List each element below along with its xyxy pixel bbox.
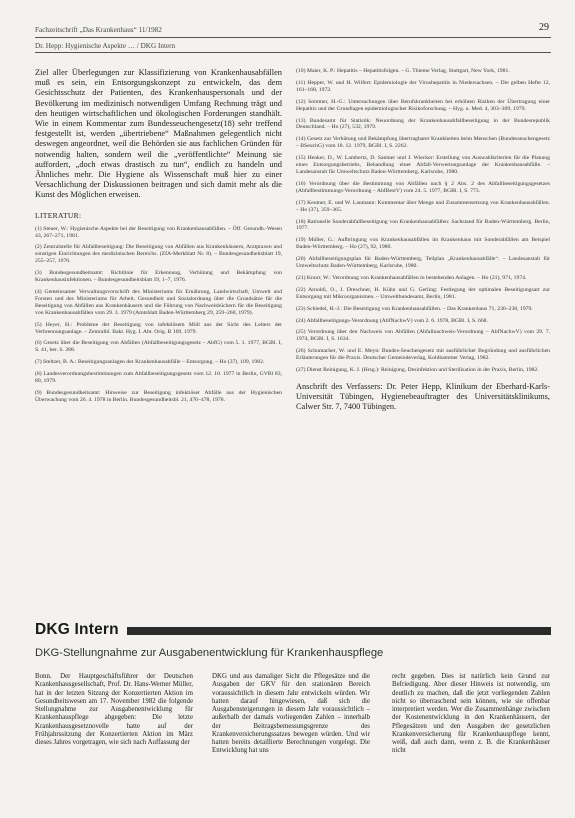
reference-item: (23) Schiedel, H.-J.: Die Beseitigung von Krankenhausabfällen. – Das Krankenhaus 71, 236–238, 1979.: [296, 305, 533, 312]
reference-item: (19) Müller, G.: Aufbringung von Krankenhausabfällen im Krankenhaus mit Sonderabfällen am Beispiel Baden-Württemberg. – Ho (27), 92, 1980.: [296, 237, 550, 251]
running-header-journal: Fachzeitschrift „Das Krankenhaus“ 11/1982: [35, 26, 162, 34]
right-column: [296, 68, 550, 413]
reference-item: (5) Heyer, H.: Probleme der Beseitigung von infektiösem Müll aus der Sicht des Leiters der Verbrennungsanlage. – Zentralbl. Bakt. Hyg. I. Abt. Orig. B 169, 1979.: [35, 321, 282, 335]
author-address: Anschrift des Verfassers: Dr. Peter Hepp, Klinikum der Eberhard-Karls-Universität Tübingen, Hygienebeauftragter des Universitätsklinikums, Calwer Str. 7, 7400 Tübingen.: [296, 382, 550, 412]
article-column-2: DKG und aus damaliger Sicht die Pflegesätze und die Ausgaben der GKV für den stationären Bereich voraussichtlich in diesem Jahr entwickeln würden. Wir hatten darauf hingewiesen, daß sich die Ausgabensteigerungen in diesem Jahr voraussichtlich – außerhalb der damals vorliegenden Zahlen – innerhalb der Beitragsbemessungsgrenze des Krankenversicherungssatzes bewegen würden. Und wir hatten bereits detaillierte Berechnungen vorgelegt. Die Entwicklung hat uns: [212, 673, 370, 755]
reference-item: (3) Bundesgesundheitsamt: Richtlinie für Erkennung, Verhütung und Bekämpfung von Krankenhausinfektionen. – Bundesgesundheitsblatt 19, 1–7, 1976.: [35, 270, 282, 284]
reference-list-right: [296, 68, 550, 374]
conclusion-paragraph: Ziel aller Überlegungen zur Klassifizierung von Krankenhausabfällen muß es sein, ein Entsorgungskonzept zu entwickeln, das dem Gesichtsschutz der Patienten, des Krankenhauspersonals und der Bevölkerung im medizinisch notwendigen Umfang Rechnung trägt und den heutigen wirtschaftlichen und ökologischen Forderungen standhält. Wie in einem Kommentar zum Bundesseuchengesetz(18) sehr treffend festgestellt ist, werden „übertriebene“ Maßnahmen gelegentlich nicht deswegen angeordnet, weil die Behörden sie aus fachlichen Gründen für notwendig halten, sondern weil die „veröffentlichte“ Meinung sie auffordert, „doch etwas drastisch zu tun“, endlich zu handeln und Ähnliches mehr. Die Hygiene als Wissenschaft muß hier zu einer Versachlichung der Diskussionen beitragen und sich damit mehr als die Kunst des Möglichen erweisen.: [35, 68, 282, 200]
reference-item: (27) Dienst Reinigung, K. J. (Hrsg.): Reinigung, Desinfektion und Sterilisation in der Praxis, Berlin, 1982.: [296, 367, 539, 374]
reference-item: (12) Sommer, H.-G.: Untersuchungen über Berufskrankheiten bei erhöhten Risiken der Übertragung einer Hepatitis und der Grundlagen epidemiologischer Risikoforschung. – Hyg. u. Med. 4, 303–309, 1979.: [296, 98, 550, 112]
reference-item: (24) Abfallbeseitigungs-Verordnung (AbfNachwV) vom 2. 6. 1978, BGBl. I, S. 668.: [296, 317, 488, 324]
banner-title: DKG Intern: [35, 621, 119, 638]
reference-item: (11) Hepper, W. und H. Wilfert: Epidemiologie der Virushepatitis in Niedersachsen. – Die gelben Hefte 12, 161–168, 1972.: [296, 79, 550, 93]
reference-item: (22) Arnoldi, O., J. Dreschner, H. Kühn und G. Gerling: Festlegung der optimalen Beseitigungsart zur Entsorgung mit Mikroorganismen. – Umweltbundesamt, Berlin, 1981.: [296, 286, 550, 300]
header-rule: [35, 37, 551, 38]
reference-item: (17) Keutner, E. und W. Laumann: Kommentar über Menge und Zusammensetzung von Krankenhausabfällen. – Ho (37), 359–365.: [296, 199, 550, 213]
running-header-article: Dr. Hepp: Hygienische Aspekte … / DKG Intern: [35, 42, 176, 50]
reference-item: (13) Bundesamt für Statistik: Neuordnung der Krankenhausabfallbeseitigung in der Bundesrepublik Deutschland. – Ho (27), 532, 1979.: [296, 117, 550, 131]
left-column: [35, 68, 282, 409]
section-banner: [35, 621, 551, 639]
reference-item: (8) Landesverordnungsbestimmungen zum Abfallbeseitigungsgesetz vom 12. 10. 1977 in Berlin, GVBl 83, 80, 1979.: [35, 371, 282, 385]
header-rule-2: [35, 52, 551, 53]
reference-item: (20) Abfallbeseitigungsplan für Baden-Württemberg, Teilplan „Krankenhausabfälle“. – Landesanstalt für Umweltschutz Baden-Württemberg, Karlsruhe, 1980.: [296, 256, 550, 270]
literature-heading: LITERATUR:: [35, 210, 82, 220]
reference-item: (7) Steltzer, B. A.: Beseitigungsanlagen der Krankenhausabfälle – Entsorgung. – Ho (37), 109, 1982.: [35, 359, 265, 366]
reference-item: (2) Zentralstelle für Abfallbeseitigung: Die Beseitigung von Abfällen aus Krankenhäusern, Arztpraxen und sonstigen Einrichtungen des medizinischen Bereichs. (ZfA-Merkblatt Nr. 8). – Bundesgesundheitsblatt 19, 255–257, 1976.: [35, 244, 282, 265]
page-number: 29: [539, 22, 549, 33]
reference-item: (10) Maier, K. P.: Hepatitis – Hepatitisfolgen. – G. Thieme Verlag, Stuttgart, New York, 1981.: [296, 68, 510, 74]
reference-item: (16) Verordnung über die Bestimmung von Abfällen nach § 2 Abs. 2 des Abfallbeseitigungsgesetzes (Abfallbestimmungs-Verordnung – AbfBestV) vom 24. 5. 1977, BGBl. I, S. 773.: [296, 180, 550, 194]
reference-item: (21) Knorr, W.: Verordnung von Krankenhausabfällen in bestehenden Anlagen. – Ho (21), 971, 1974.: [296, 274, 527, 281]
reference-item: (9) Bundesgesundheitsamt: Hinweise zur Beseitigung infektiöser Abfälle aus der Hygienischen Überwachung vom 26. 4. 1978 in Berlin. Bundesgesundheitsbl. 21, 476–478, 1978.: [35, 389, 282, 403]
reference-item: (6) Gesetz über die Beseitigung von Abfällen (Abfallbeseitigungsgesetz – AbfG) vom 5. 1. 1977, BGBl. I, S. 41, ber. S. 288.: [35, 340, 282, 354]
reference-item: (1) Steuer, W.: Hygienische Aspekte bei der Beseitigung von Krankenhausabfällen. – Öff. Gesundh.-Wesen 43, 267–271, 1981.: [35, 225, 282, 239]
article-column-1: Bonn. Der Hauptgeschäftsführer der Deutschen Krankenhausgesellschaft, Prof. Dr. Hans-Werner Müller, hat in der letzten Sitzung der Konzertierten Aktion im Gesundheitswesen am 17. November 1982 die folgende Stellungnahme zur Ausgabenentwicklung für Krankenhauspflege abgegeben: Die letzte Krankenhausgesetznovelle hatte auf der Frühjahrssitzung der Konzertierten Aktion im März dieses Jahres vorgetragen, wie sich nach Auffassung der: [35, 673, 193, 746]
reference-item: (14) Gesetz zur Verhütung und Bekämpfung übertragbarer Krankheiten beim Menschen (Bundesseuchengesetz – BSeuchG) vom 18. 12. 1979, BGBl. I, S. 2262.: [296, 136, 550, 150]
article-column-3: recht gegeben. Dies ist natürlich kein Grund zur Befriedigung. Aber dieser Hinweis ist notwendig, um deutlich zu machen, daß die jetzt vorliegenden Zahlen nicht so überraschend sein können, wie sie offenbar interpretiert werden. Wer die Zusammenhänge zwischen der Kostenentwicklung in den Krankenhäusern, der Pflegesätzen und den Ausgaben der gesetzlichen Krankenversicherung für Krankenhauspflege kennt, weiß, daß auch dann, wenn z. B. die Krankenhäuser nicht: [392, 673, 550, 755]
reference-item: (4) Gemeinsamer Verwaltungsvorschrift des Ministeriums für Ernährung, Landwirtschaft, Umwelt und Forsten und des Ministeriums für Arbeit, Gesundheit und Sozialordnung über die Grundsätze für die Beseitigung von Abfällen aus Krankenhäusern und die Führung von Nachweisbüchern für die Beseitigung von Krankenhausabfällen vom 29. 3. 1979 (Amtsblatt Baden-Württemberg 29, 259–260, 1979).: [35, 288, 282, 316]
article-heading: DKG-Stellungnahme zur Ausgabenentwicklung für Krankenhauspflege: [35, 647, 384, 659]
banner-bar: [127, 627, 551, 635]
reference-item: (18) Rationelle Sonderabfallbeseitigung von Krankenhausabfällen: Sachstand für Baden-Württemberg. Berlin, 1977.: [296, 218, 550, 232]
reference-item: (15) Henker, D., W. Lambertz, D. Santner und J. Wiecker: Erstellung von Auswahlkriterien für die Planung eines Entsorgungsbetriebs, Behandlung einer Abfall-Verwertungsanlage der Krankenhausabfälle. – Landesanstalt für Umweltschutz Baden-Württemberg, Karlsruhe, 1980.: [296, 155, 550, 175]
reference-list-left: [35, 226, 282, 404]
reference-item: (25) Verordnung über den Nachweis von Abfällen (Abfallnachweis-Verordnung – AbfNachwV) vom 29. 7. 1974, BGBl. I, S. 1634.: [296, 329, 550, 343]
reference-item: (26) Schumacher, W. und E. Meyn: Bundes-Seuchengesetz mit ausführlicher Begründung und ausführlichen Erläuterungen für die Praxis. Deutscher Gemeindeverlag, Kohlhammer Verlag, 1982.: [296, 348, 550, 362]
